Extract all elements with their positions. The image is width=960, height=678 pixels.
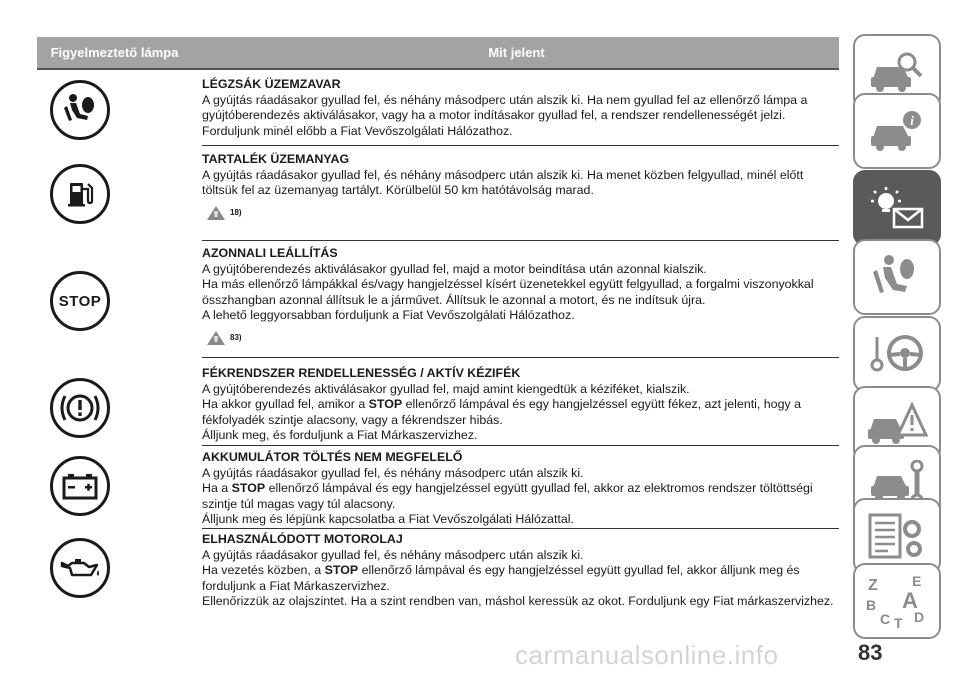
- alphabet-index-icon: [864, 572, 930, 630]
- row-text-line: összhangban azonnal állítsuk le a járművet. Állítsuk le azonnal a motort, és ne indítsuk újra.: [202, 292, 706, 307]
- row-divider: [202, 528, 839, 529]
- oil-can-icon: [50, 538, 110, 598]
- watermark: carmanualsonline.info: [515, 640, 779, 670]
- warning-ref-number: 18): [230, 207, 242, 217]
- index-letter: B: [866, 597, 877, 613]
- row-text-line: A gyújtás ráadásakor gyullad fel, és néhány másodperc után alszik ki.: [202, 465, 584, 480]
- battery-icon: [50, 456, 110, 516]
- row-text-line: Álljunk meg és lépjünk kapcsolatba a Fiat Vevőszolgálati Hálózattal.: [202, 512, 574, 527]
- row-text-line: fékfolyadék szintje alacsony, vagy a fékrendszer hibás.: [202, 412, 503, 427]
- row-text-line: A gyújtás ráadásakor gyullad fel, és néhány másodperc után alszik ki. Ha nem gyullad fel az ellenőrző lámpa a: [202, 92, 808, 107]
- car-info-icon: [867, 108, 927, 154]
- car-search-icon: [867, 49, 927, 95]
- spec-list-gears-icon: [866, 511, 928, 561]
- index-letter: E: [912, 573, 922, 589]
- car-warning-triangle-icon: [866, 399, 928, 449]
- warning-reference: [206, 205, 839, 221]
- row-stop: [202, 246, 839, 346]
- nav-tab-start-drive[interactable]: [853, 316, 941, 392]
- row-text-line: Álljunk meg, és forduljunk a Fiat Márkaszervizhez.: [202, 428, 478, 443]
- row-text-line: forduljunk a Fiat Márkaszervizhez.: [202, 578, 390, 593]
- row-brake: [202, 366, 839, 444]
- warning-reference: [206, 330, 839, 346]
- svg-text:i: i: [910, 113, 914, 128]
- nav-tab-car-info[interactable]: [853, 93, 941, 169]
- row-oil: [202, 532, 839, 610]
- row-divider: [202, 445, 839, 446]
- row-text-line: gyújtóberendezés aktiválásakor, vagy ha a motor indításakor gyullad fel, a rendszer rendellenességét jelzi.: [202, 108, 786, 123]
- row-text-line: A gyújtóberendezés aktiválásakor gyullad fel, majd a motor beindítása után azonnal kialszik.: [202, 261, 707, 276]
- row-text-line: Ha akkor gyullad fel, amikor a STOP ellenőrző lámpával és egy hangjelzéssel együtt fékez, azt jelenti, hogy a: [202, 397, 801, 412]
- index-letter: A: [902, 588, 918, 613]
- row-text-line: Ha más ellenőrző lámpákkal és/vagy hangjelzéssel kísért üzenetekkel együtt felgyullad, a forgalmi viszonyokkal: [202, 277, 814, 292]
- stop-icon: [50, 271, 110, 331]
- brake-warning-icon: [50, 378, 110, 438]
- warning-lamp-message-icon: [866, 185, 928, 231]
- row-title: FÉKRENDSZER RENDELLENESSÉG / AKTÍV KÉZIFÉK: [202, 366, 521, 380]
- table-header: [37, 37, 839, 69]
- header-divider: [37, 68, 839, 70]
- page-number: 83: [858, 640, 883, 665]
- row-divider: [202, 357, 839, 358]
- key-steering-wheel-icon: [867, 329, 927, 379]
- row-text-line: A gyújtóberendezés aktiválásakor gyullad fel, majd amint kiengedtük a kéziféket, kialszik.: [202, 381, 690, 396]
- row-title: AZONNALI LEÁLLÍTÁS: [202, 246, 338, 260]
- row-text-line: szintje túl magas vagy túl alacsony.: [202, 496, 396, 511]
- nav-tab-warning-lamps[interactable]: [853, 170, 941, 246]
- warning-hand-icon: [206, 205, 226, 221]
- index-letter: Z: [868, 577, 878, 594]
- nav-tab-index[interactable]: [853, 563, 941, 639]
- column-header-meaning: Mit jelent: [488, 45, 545, 60]
- index-letter: T: [894, 615, 903, 630]
- warning-hand-icon: [206, 330, 226, 346]
- row-text-line: töltsük fel az üzemanyag tartályt. Körülbelül 50 km hatótávolság marad.: [202, 183, 594, 198]
- row-text-line: A gyújtás ráadásakor gyullad fel, és néhány másodperc után alszik ki.: [202, 547, 584, 562]
- index-letter: C: [880, 611, 891, 627]
- row-text-line: Ha a STOP ellenőrző lámpával és egy hangjelzéssel együtt gyullad fel, akkor az elektromos rendszer töltöttségi: [202, 481, 813, 496]
- warning-ref-number: 83): [230, 333, 242, 343]
- stop-icon-label: STOP: [58, 292, 102, 310]
- nav-tab-safety[interactable]: [853, 239, 941, 315]
- row-text-line: Ellenőrizzük az olajszintet. Ha a szint rendben van, máshol keressük az okot. Forduljunk egy Fiat márkaszervizhez.: [202, 594, 834, 609]
- row-text-line: Forduljunk minél előbb a Fiat Vevőszolgálati Hálózathoz.: [202, 123, 513, 138]
- row-text-line: A lehető leggyorsabban forduljunk a Fiat Vevőszolgálati Hálózathoz.: [202, 308, 575, 323]
- airbag-icon: [50, 80, 110, 140]
- fuel-pump-icon: [50, 164, 110, 224]
- index-letter: D: [914, 609, 925, 625]
- row-title: ELHASZNÁLÓDOTT MOTOROLAJ: [202, 532, 403, 546]
- row-title: LÉGZSÁK ÜZEMZAVAR: [202, 77, 341, 91]
- row-title: TARTALÉK ÜZEMANYAG: [202, 152, 350, 166]
- row-divider: [202, 145, 839, 146]
- column-header-lamp: Figyelmeztető lámpa: [50, 45, 179, 60]
- row-battery: [202, 450, 839, 528]
- row-text-line: A gyújtás ráadásakor gyullad fel, és néhány másodperc után alszik ki. Ha menet közben felgyullad, minél előtt: [202, 167, 804, 182]
- row-title: AKKUMULÁTOR TÖLTÉS NEM MEGFELELŐ: [202, 450, 463, 464]
- row-text-line: Ha vezetés közben, a STOP ellenőrző lámpával és egy hangjelzéssel együtt gyullad fel, akkor álljunk meg és: [202, 563, 800, 578]
- row-airbag: [202, 77, 839, 139]
- seat-airbag-icon: [867, 252, 927, 302]
- row-fuel: [202, 152, 839, 221]
- row-divider: [202, 240, 839, 241]
